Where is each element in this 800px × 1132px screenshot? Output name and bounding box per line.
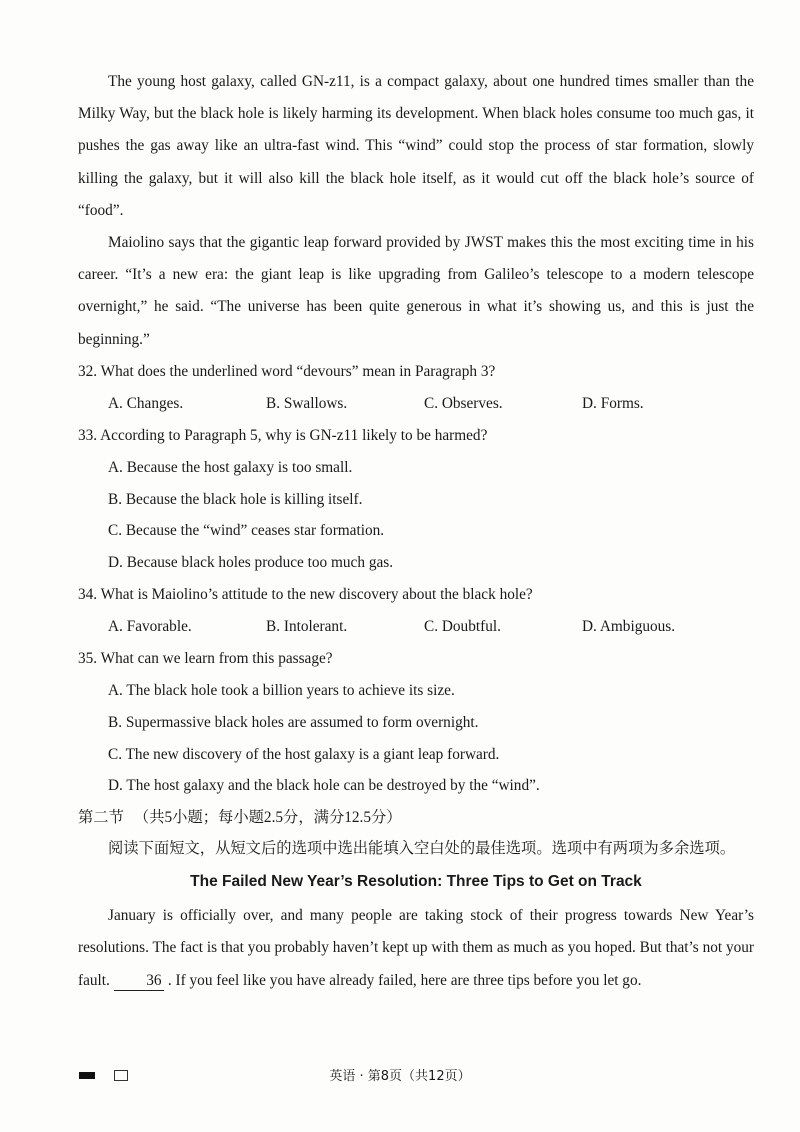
question-32 <box>78 356 754 420</box>
passage-title: The Failed New Year’s Resolution: Three Tips to Get on Track <box>190 873 642 891</box>
text-before-blank: January is officially over, and many people are taking stock of their progress towards New Year’s resolutions. The fact is that you probably haven’t kept up with them as much as you hoped. But that’s not your fault. <box>78 907 754 989</box>
option: C. The new discovery of the host galaxy is a giant leap forward. <box>108 745 500 763</box>
exam-page <box>78 66 754 997</box>
option: D. Because black holes produce too much gas. <box>108 554 394 572</box>
question-stem: 32. What does the underlined word “devours” mean in Paragraph 3? <box>78 362 496 380</box>
question-33 <box>78 420 754 579</box>
question-35 <box>78 643 754 802</box>
text-after-blank: . If you feel like you have already failed, here are three tips before you let go. <box>167 971 642 989</box>
question-34 <box>78 579 754 643</box>
option: C. Doubtful. <box>424 618 501 636</box>
passage-paragraph: Maiolino says that the gigantic leap forward provided by JWST makes this the most exciting time in his career. “It’s a new era: the giant leap is like upgrading from Galileo’s telescope to a modern telescope overnight,” he said. “The universe has been quite generous in what it’s showing us, and this is just the beginning.” <box>78 234 754 348</box>
option: D. Forms. <box>582 394 644 412</box>
option: C. Because the “wind” ceases star formation. <box>108 522 385 540</box>
option: A. Because the host galaxy is too small. <box>108 458 353 476</box>
option: C. Observes. <box>424 394 503 412</box>
option-row <box>78 611 754 643</box>
page-footer <box>0 1063 800 1087</box>
option: A. The black hole took a billion years to achieve its size. <box>108 682 455 700</box>
passage-paragraph: The young host galaxy, called GN-z11, is a compact galaxy, about one hundred times smaller than the Milky Way, but the black hole is likely harming its development. When black holes consume too much gas, it pushes the gas away like an ultra-fast wind. This “wind” could stop the process of star formation, slowly killing the galaxy, but it will also kill the black hole itself, as it would cut off the black hole’s source of “food”. <box>78 73 754 219</box>
section-note: （共5小题；每小题2.5分，满分12.5分） <box>133 809 402 827</box>
question-stem: 33. According to Paragraph 5, why is GN-z11 likely to be harmed? <box>78 426 488 444</box>
option: B. Supermassive black holes are assumed to form overnight. <box>108 713 479 731</box>
option: D. Ambiguous. <box>582 618 676 636</box>
question-stem: 35. What can we learn from this passage? <box>78 650 333 668</box>
option: B. Intolerant. <box>266 618 348 636</box>
passage-paragraph <box>78 900 754 997</box>
section-name: 第二节 <box>78 809 124 827</box>
option: A. Changes. <box>108 394 184 412</box>
option: B. Swallows. <box>266 394 348 412</box>
question-stem: 34. What is Maiolino’s attitude to the new discovery about the black hole? <box>78 586 533 604</box>
option: D. The host galaxy and the black hole can be destroyed by the “wind”. <box>108 777 540 795</box>
blank-36[interactable]: 36 <box>114 972 164 991</box>
option-row <box>78 388 754 420</box>
option: A. Favorable. <box>108 618 192 636</box>
section-instruction: 阅读下面短文，从短文后的选项中选出能填入空白处的最佳选项。选项中有两项为多余选项。 <box>108 840 736 858</box>
section-heading <box>78 802 754 834</box>
page-number: 英语 · 第8页（共12页） <box>329 1069 471 1084</box>
option: B. Because the black hole is killing itself. <box>108 490 363 508</box>
